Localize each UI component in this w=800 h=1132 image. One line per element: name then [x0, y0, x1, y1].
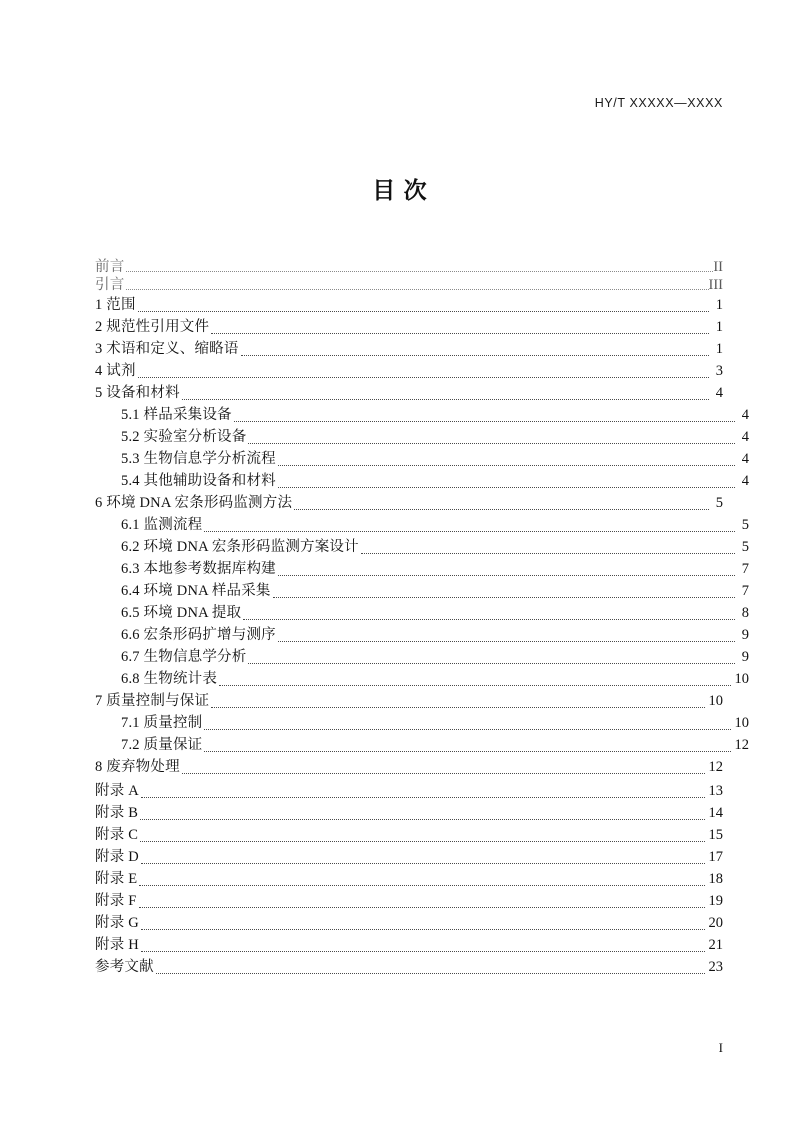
toc-entry-label: 附录 D [95, 849, 139, 865]
toc-entry[interactable] [95, 734, 749, 756]
toc-entry[interactable] [95, 712, 749, 734]
toc-dot-leader [241, 354, 709, 356]
toc-entry[interactable] [95, 470, 749, 492]
toc-entry-label: 5.4 其他辅助设备和材料 [121, 473, 276, 489]
toc-entry[interactable] [95, 448, 749, 470]
toc-entry-page-number: 5 [741, 517, 749, 533]
toc-entry[interactable] [95, 934, 723, 956]
toc-dot-leader [211, 332, 709, 334]
toc-entry[interactable] [95, 316, 723, 338]
toc-entry-label: 5.1 样品采集设备 [121, 407, 232, 423]
toc-dot-leader [278, 464, 735, 466]
toc-entry-page-number: 7 [741, 583, 749, 599]
toc-entry-page-number: 18 [708, 871, 723, 887]
toc-entry-label: 引言 [95, 277, 125, 293]
toc-entry-page-number: 12 [734, 737, 749, 753]
toc-entry-label: 1 范围 [95, 297, 136, 313]
toc-entry[interactable] [95, 890, 723, 912]
toc-dot-leader [139, 884, 704, 886]
toc-dot-leader [140, 840, 704, 842]
toc-entry-label: 附录 F [95, 893, 137, 909]
toc-entry[interactable] [95, 360, 723, 382]
toc-entry-label: 6.5 环境 DNA 提取 [121, 605, 242, 621]
toc-dot-leader [139, 906, 705, 908]
toc-dot-leader [273, 596, 735, 598]
toc-dot-leader [140, 818, 704, 820]
toc-dot-leader [211, 706, 704, 708]
toc-entry[interactable] [95, 824, 723, 846]
toc-entry-page-number: III [708, 277, 723, 293]
toc-entry-label: 6.2 环境 DNA 宏条形码监测方案设计 [121, 539, 359, 555]
toc-entry[interactable] [95, 602, 749, 624]
toc-entry-page-number: 21 [708, 937, 723, 953]
toc-entry-page-number: 13 [708, 783, 723, 799]
toc-entry[interactable] [95, 276, 723, 294]
page-title: 目 次 [372, 177, 428, 203]
table-of-contents [95, 258, 749, 978]
toc-entry-page-number: 4 [741, 407, 749, 423]
toc-dot-leader [126, 288, 708, 290]
toc-entry-page-number: 14 [708, 805, 723, 821]
toc-entry[interactable] [95, 426, 749, 448]
toc-entry-label: 7 质量控制与保证 [95, 693, 210, 709]
toc-dot-leader [278, 486, 735, 488]
toc-entry-label: 7.1 质量控制 [121, 715, 203, 731]
toc-entry-page-number: 4 [741, 451, 749, 467]
toc-dot-leader [248, 442, 735, 444]
toc-dot-leader [204, 750, 730, 752]
toc-entry-page-number: 17 [708, 849, 723, 865]
toc-dot-leader [141, 862, 705, 864]
toc-entry-label: 参考文献 [95, 959, 154, 975]
toc-entry-page-number: 3 [715, 363, 723, 379]
toc-entry-page-number: 4 [741, 429, 749, 445]
toc-entry[interactable] [95, 802, 723, 824]
toc-dot-leader [204, 728, 730, 730]
toc-dot-leader [141, 928, 705, 930]
toc-entry[interactable] [95, 338, 723, 360]
toc-dot-leader [204, 530, 735, 532]
toc-entry[interactable] [95, 912, 723, 934]
toc-entry-label: 前言 [95, 259, 125, 275]
toc-entry-label: 5.2 实验室分析设备 [121, 429, 247, 445]
toc-entry[interactable] [95, 514, 749, 536]
toc-entry-page-number: 1 [715, 341, 723, 357]
toc-entry-label: 7.2 质量保证 [121, 737, 203, 753]
toc-entry[interactable] [95, 492, 723, 514]
toc-dot-leader [278, 640, 735, 642]
toc-entry-page-number: 1 [715, 319, 723, 335]
toc-entry[interactable] [95, 404, 749, 426]
toc-entry[interactable] [95, 624, 749, 646]
toc-entry[interactable] [95, 536, 749, 558]
toc-entry-label: 6.7 生物信息学分析 [121, 649, 247, 665]
toc-entry-label: 6.3 本地参考数据库构建 [121, 561, 276, 577]
toc-dot-leader [156, 972, 705, 974]
toc-entry-page-number: 1 [715, 297, 723, 313]
toc-entry-label: 6.4 环境 DNA 样品采集 [121, 583, 271, 599]
toc-entry[interactable] [95, 690, 723, 712]
toc-entry[interactable] [95, 382, 723, 404]
toc-entry-label: 6.8 生物统计表 [121, 671, 218, 687]
toc-entry-label: 6 环境 DNA 宏条形码监测方法 [95, 495, 293, 511]
toc-entry[interactable] [95, 646, 749, 668]
toc-dot-leader [141, 950, 705, 952]
toc-entry-label: 附录 E [95, 871, 138, 887]
toc-entry[interactable] [95, 756, 723, 778]
toc-entry[interactable] [95, 558, 749, 580]
toc-entry[interactable] [95, 668, 749, 690]
toc-dot-leader [141, 796, 705, 798]
toc-entry-label: 附录 H [95, 937, 139, 953]
toc-dot-leader [182, 398, 709, 400]
toc-entry[interactable] [95, 868, 723, 890]
toc-entry-page-number: 20 [708, 915, 723, 931]
toc-dot-leader [138, 310, 709, 312]
toc-entry-page-number: 19 [708, 893, 723, 909]
toc-entry-label: 附录 C [95, 827, 139, 843]
running-header-standard-number: HY/T XXXXX—XXXX [594, 96, 723, 110]
toc-dot-leader [294, 508, 709, 510]
toc-entry-page-number: 12 [708, 759, 723, 775]
toc-entry-page-number: 9 [741, 627, 749, 643]
toc-entry-label: 5 设备和材料 [95, 385, 180, 401]
toc-entry-page-number: 23 [708, 959, 723, 975]
toc-dot-leader [278, 574, 735, 576]
toc-entry-page-number: 5 [715, 495, 723, 511]
toc-entry[interactable] [95, 956, 723, 978]
footer-page-number: I [718, 1040, 723, 1055]
toc-entry-page-number: 5 [741, 539, 749, 555]
toc-entry[interactable] [95, 294, 723, 316]
toc-entry[interactable] [95, 258, 723, 276]
toc-dot-leader [182, 772, 705, 774]
toc-dot-leader [219, 684, 730, 686]
toc-entry-page-number: 10 [734, 671, 749, 687]
toc-dot-leader [234, 420, 735, 422]
toc-entry[interactable] [95, 780, 723, 802]
toc-entry-label: 8 废弃物处理 [95, 759, 180, 775]
toc-dot-leader [126, 270, 713, 272]
toc-entry-page-number: 7 [741, 561, 749, 577]
toc-entry-label: 附录 A [95, 783, 139, 799]
toc-entry[interactable] [95, 580, 749, 602]
toc-entry-label: 4 试剂 [95, 363, 136, 379]
toc-dot-leader [138, 376, 709, 378]
toc-entry-label: 6.1 监测流程 [121, 517, 203, 533]
toc-entry-label: 5.3 生物信息学分析流程 [121, 451, 276, 467]
toc-dot-leader [248, 662, 735, 664]
toc-entry-page-number: 9 [741, 649, 749, 665]
toc-entry-label: 附录 B [95, 805, 139, 821]
toc-entry-label: 6.6 宏条形码扩增与测序 [121, 627, 276, 643]
toc-entry-label: 3 术语和定义、缩略语 [95, 341, 239, 357]
toc-entry-page-number: 4 [741, 473, 749, 489]
toc-entry-label: 附录 G [95, 915, 139, 931]
toc-entry-label: 2 规范性引用文件 [95, 319, 210, 335]
toc-entry-page-number: 15 [708, 827, 723, 843]
toc-entry-page-number: II [713, 259, 723, 275]
toc-entry[interactable] [95, 846, 723, 868]
toc-entry-page-number: 10 [734, 715, 749, 731]
toc-dot-leader [361, 552, 735, 554]
toc-entry-page-number: 4 [715, 385, 723, 401]
toc-entry-page-number: 8 [741, 605, 749, 621]
toc-dot-leader [243, 618, 735, 620]
toc-entry-page-number: 10 [708, 693, 723, 709]
